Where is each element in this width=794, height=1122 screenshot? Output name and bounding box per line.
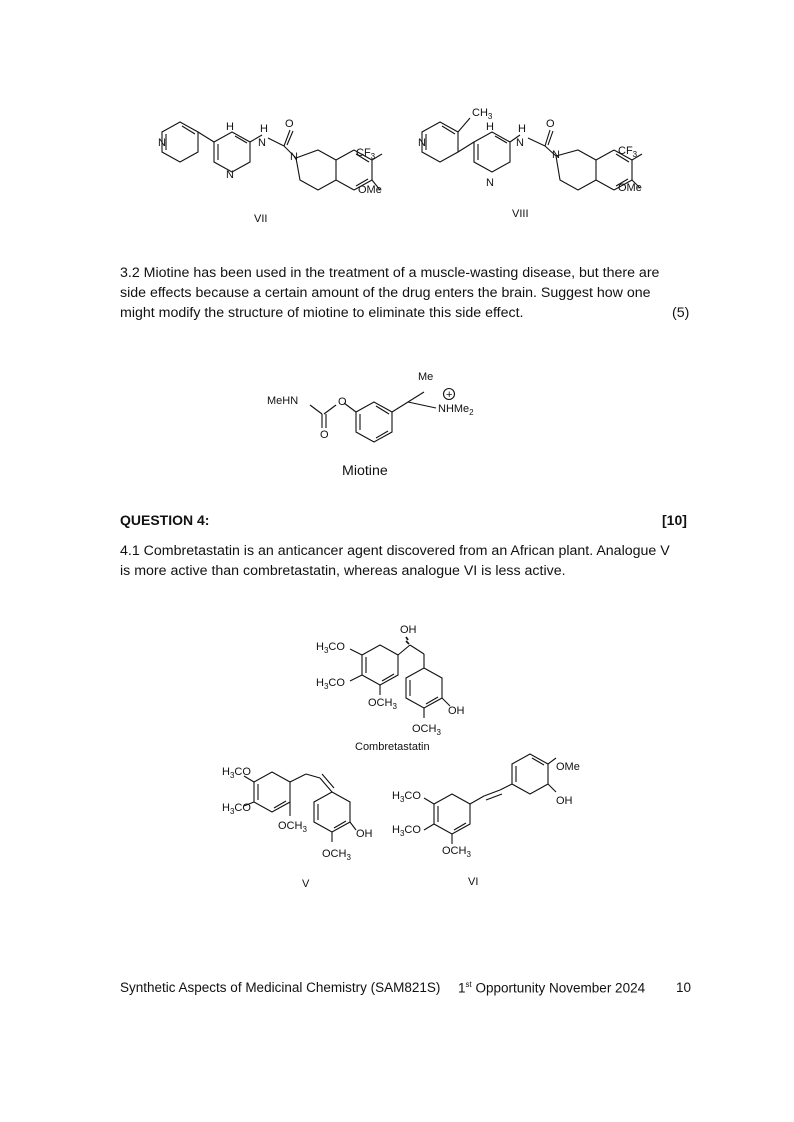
atom-h: H	[222, 766, 230, 778]
footer-course: Synthetic Aspects of Medicinal Chemistry (SAM821S)	[120, 980, 441, 995]
question-4-marks: [10]	[662, 512, 687, 528]
svg-text:OCH3	[442, 845, 471, 859]
atom-cf3: CF	[356, 147, 371, 159]
combretastatin-label: Combretastatin	[355, 741, 430, 753]
svg-text:H3CO	[392, 824, 421, 838]
atom-n: N	[258, 137, 266, 149]
question-3-2-marks: (5)	[672, 305, 690, 321]
atom-o: O	[285, 118, 294, 130]
atom-och3: OCH	[322, 848, 347, 860]
atom-co: CO	[328, 677, 345, 689]
svg-text:H3CO	[392, 790, 421, 804]
atom-n: N	[158, 137, 166, 149]
analogue-v-label: V	[302, 878, 310, 890]
atom-me: Me	[418, 371, 434, 383]
atom-oh: OH	[556, 795, 573, 807]
atom-subscript: 3	[370, 152, 376, 161]
atom-nhme: NHMe	[438, 403, 470, 415]
atom-ome: OMe	[556, 761, 580, 773]
atom-subscript: 3	[302, 825, 307, 834]
atom-subscript: 3	[392, 702, 397, 711]
atom-h: H	[392, 824, 400, 836]
atom-h: H	[260, 123, 268, 135]
question-4-1-text: 4.1 Combretastatin is an anticancer agent discovered from an African plant. Analogue V is more active than combretastatin, whereas analogue VI is less active.	[120, 543, 670, 579]
miotine-label: Miotine	[342, 463, 388, 479]
atom-plus: +	[446, 389, 453, 401]
atom-n: N	[418, 137, 426, 149]
atom-ome: OMe	[358, 184, 382, 196]
atom-o: O	[320, 429, 329, 441]
page-number: 10	[676, 980, 692, 995]
atom-co: CO	[404, 790, 421, 802]
atom-subscript: 3	[399, 829, 405, 838]
atom-subscript: 2	[469, 408, 474, 417]
atom-n: N	[552, 149, 560, 161]
atom-co: CO	[328, 641, 345, 653]
atom-h: H	[226, 121, 234, 133]
structure-viii-label: VIII	[512, 208, 529, 220]
atom-subscript: 3	[229, 807, 235, 816]
atom-n: N	[516, 137, 524, 149]
atom-co: CO	[404, 824, 421, 836]
atom-n: N	[486, 177, 494, 189]
atom-h: H	[222, 802, 230, 814]
atom-n: N	[290, 151, 298, 163]
atom-o: O	[338, 396, 347, 408]
atom-och3: OCH	[412, 723, 437, 735]
atom-n: N	[226, 169, 234, 181]
atom-h: H	[316, 641, 324, 653]
footer-opportunity-number: 1	[458, 980, 466, 996]
atom-subscript: 3	[346, 853, 351, 862]
atom-subscript: 3	[436, 728, 441, 737]
atom-subscript: 3	[632, 150, 638, 159]
atom-h: H	[316, 677, 324, 689]
atom-ome: OMe	[618, 182, 642, 194]
footer-opportunity-suffix: st	[465, 980, 472, 989]
atom-mehn: MeHN	[267, 395, 299, 407]
atom-ch3: CH	[472, 107, 488, 119]
footer-opportunity	[458, 980, 645, 996]
footer-opportunity-text: Opportunity November 2024	[471, 980, 646, 996]
atom-h: H	[392, 790, 400, 802]
analogue-vi-label: VI	[468, 876, 479, 888]
atom-subscript: 3	[399, 795, 405, 804]
atom-subscript: 3	[487, 112, 493, 121]
atom-h: H	[518, 123, 526, 135]
atom-och3: OCH	[442, 845, 467, 857]
atom-cf3: CF	[618, 145, 633, 157]
atom-oh: OH	[448, 705, 465, 717]
atom-och3: OCH	[368, 697, 393, 709]
atom-oh: OH	[400, 624, 417, 636]
atom-oh: OH	[356, 828, 373, 840]
atom-h: H	[486, 121, 494, 133]
structure-vii-label: VII	[254, 213, 268, 225]
atom-subscript: 3	[466, 850, 471, 859]
atom-co: CO	[234, 802, 251, 814]
atom-subscript: 3	[229, 771, 235, 780]
atom-subscript: 3	[323, 682, 329, 691]
atom-subscript: 3	[323, 646, 329, 655]
atom-co: CO	[234, 766, 251, 778]
atom-och3: OCH	[278, 820, 303, 832]
question-4-heading: QUESTION 4:	[120, 512, 210, 528]
atom-o: O	[546, 118, 555, 130]
question-3-2-text: 3.2 Miotine has been used in the treatment of a muscle-wasting disease, but there are side effects because a certain amount of the drug enters the brain. Suggest how one might modify the structure of miotine to eliminate this side effect.	[120, 265, 660, 321]
